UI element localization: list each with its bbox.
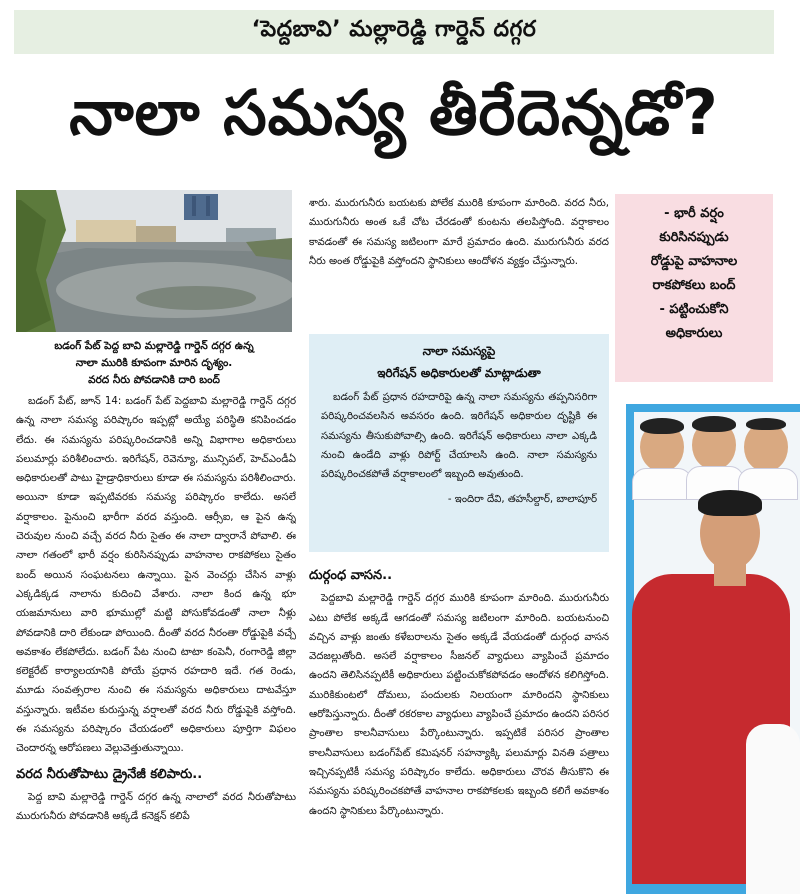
ad-hair-2 — [692, 416, 736, 432]
highlight-line: అధికారులు — [665, 326, 723, 341]
article-column-2-top — [309, 194, 609, 330]
quote-callout — [309, 334, 609, 552]
ad-main-hair — [698, 490, 762, 516]
article-column-2-bottom — [309, 566, 609, 892]
callout-attribution: - ఇందిరా దేవి, తహసీల్దార్, బాలాపూర్ — [447, 494, 597, 506]
ad-shirt-1 — [632, 468, 692, 500]
callout-body: బడంగ్ పేట్ ప్రధాన రహదారిపై ఉన్న నాలా సమస్యను తప్పనిసరిగా పరిష్కరించవలసిన అవసరం ఉంది. ఇరిగేషన్ అధికారుల దృష్టికి ఈ సమస్యను తీసుకుపోవాల్సి ఉంది. ఇరిగేషన్ అధికారులు నాలా ఎక్కడి నుంచి ఉండేది వాళ్లు రిపోర్ట్ చేయాలసి ఉంది. నాలా సమస్యను పరిష్కరించకపోతే వర్షాకాలంలో ఇబ్బంది అవుతుంది. — [321, 392, 597, 481]
kicker-banner — [14, 10, 774, 54]
ad-hair-3 — [746, 418, 786, 430]
article-paragraph: బడంగ్ పేట్, జూన్ 14: బడంగ్ పేట్ పెద్దబావి మల్లారెడ్డి గార్డెన్ దగ్గర ఉన్న నాలా సమస్య పరిష్కారం ఇప్పట్లో అయ్యే పరిస్థితి కనిపించడం లేదు. ఈ సమస్యను పరిష్కరించడానికి అన్ని విభాగాల అధికారులు పలుమార్లు పరిశీలించారు. ఇరిగేషన్, రెవెన్యూ, మున్సిపల్, హెచ్ఎండీఏ అధికారులతో పాటు హైడ్రాధికారులు కూడా ఈ సమస్యను పరిశీలించారు. అయినా కూడా ఇప్పటివరకు సమస్య పరిష్కారం కాలేదు. అసలే వర్షాకాలం. పైనుంచి భారీగా వరద వస్తుంది. ఆర్సీఐ, ఆ పైన ఉన్న చెరువుల నుంచి వచ్చే వరద నీరు సైతం ఈ నాలా ద్వారానే పోవాలి. ఈ నాలా గతంలో భారీ వర్షం కురిసినప్పుడు వాహనాల రాకపోకలు సైతం బంద్ అయిన సంఘటనలు ఉన్నాయి. పైన వెంచర్లు చేసిన వాళ్లు ఎక్కడిక్కడ నాలాను కుదించి వేశారు. నాలా కింద ఉన్న భూ యజమానులు వారి భూముల్లో మట్టి పోసుకోవడంతో నాలా నీళ్లు పోవడానికి దారి లేకుండా పోయింది. దీంతో వరద నీరంతా రోడ్డుపైకి వచ్చే అవకాశం లేకపోలేదు. బడంగ్ పేట నుంచి టాటా కంపెనీ, రంగారెడ్డి జిల్లా కలెక్టరేట్ కార్యాలయానికి పోయే ప్రధాన రహదారి ఇదే. గత రెండు, మూడు సంవత్సరాల నుంచి ఈ సమస్యను అధికారులు దాటవేస్తూ వస్తున్నారు. ఇటీవల కురుస్తున్న వర్షాలతో వరద నీరు రోడ్డుపైకి వస్తోంది. ఈ సమస్యను పరిష్కారం చేయడంలో అధికారులు పూర్తిగా విఫలం చెందారన్న ఆరోపణలు వెల్లువెత్తుతున్నాయి. — [16, 396, 296, 755]
article-paragraph: శారు. మురుగునీరు బయటకు పోలేక మురికి కూపంగా మారింది. వరద నీరు, మురుగునీరు అంత ఒకే చోట చేరడంతో కుంటను తలపిస్తోంది. వర్షాకాలం కావడంతో ఈ సమస్య జటిలంగా మారే ప్రమాదం ఉంది. మురుగునీరు వరద నీరు అంత రోడ్డుపైకి వస్తోందని స్థానికులు ఆందోళన వ్యక్తం చేస్తున్నారు. — [309, 198, 609, 267]
caption-line: బడంగ్ పేట్ పెద్ద బావి మల్లారెడ్డి గార్డెన్ దగ్గర ఉన్న — [54, 340, 254, 352]
headline-text: నాలా సమస్య తీరేదెన్నడో? — [69, 76, 719, 149]
callout-heading: నాలా సమస్యపై — [422, 344, 496, 358]
callout-heading: ఇరిగేషన్ అధికారులతో మాట్లాడుతా — [377, 366, 541, 380]
section-subhead: వరద నీరుతోపాటు డ్రైనేజీ కలిపారు.. — [16, 766, 203, 782]
news-photo — [16, 190, 292, 332]
caption-line: వరద నీరు పోవడానికి దారి బంద్ — [88, 374, 220, 386]
drain-photo-illustration — [16, 190, 292, 332]
highlights-box — [615, 194, 773, 382]
article-column-1 — [16, 392, 296, 892]
highlight-line: కురిసినప్పుడు — [659, 230, 729, 245]
ad-hair-1 — [640, 418, 684, 434]
article-paragraph: పెద్ద బావి మల్లారెడ్డి గార్డెన్ దగ్గర ఉన్న నాలాలో వరద నీరుతోపాటు మురుగునీరు పోవడానికి అక్కడే కనెక్షన్ కలిపే — [16, 791, 296, 823]
ad-white-sleeve — [746, 724, 800, 894]
caption-line: నాలా మురికి కూపంగా మారిన దృశ్యం. — [75, 357, 233, 369]
political-advertisement — [626, 404, 800, 894]
article-paragraph: పెద్దబావి మల్లారెడ్డి గార్డెన్ దగ్గర మురికి కూపంగా మారింది. మురుగునీరు ఎటు పోలేక అక్కడే ఆగడంతో సమస్య జటిలంగా మారింది. బయటనుంచి వచ్చిన వాళ్లు జంతు కళేబరాలను సైతం అక్కడే వేయడంతో దుర్గంధ వాసన వెదజల్లుతోంది. అసలే వర్షాకాలం సీజనల్ వ్యాధులు వ్యాపించే ప్రమాదం ఉందని తెలిసినప్పటికీ అధికారులు పట్టించుకోకపోవడం ఆందోళన కలిగిస్తోంది. మురికికుంటలో దోమలు, పందులకు నిలయంగా మారిందని స్థానికులు ఆరోపిస్తున్నారు. దీంతో రకరకాల వ్యాధులు వ్యాపించే ప్రమాదం ఉందని పరిసర ప్రాంతాల కాలనీవాసులు పేర్కొంటున్నారు. ఇప్పటికే పరిసర ప్రాంతాల కాలనీవాసులు బడంగ్‌పేట్ కమిషనర్ సహన్యాక్కి పలుమార్లు వినతి పత్రాలు ఇచ్చినప్పటికీ సమస్య పరిష్కారం కాలేదు. అధికారులు చొరవ తీసుకొని ఈ సమస్యను పరిష్కరించకపోతే వాహనాల రాకపోకలకు ఇబ్బంది కలిగే అవకాశం ఉందని స్థానికులు పేర్కొంటున్నారు. — [309, 593, 609, 817]
highlight-line: రోడ్డుపై వాహనాల — [650, 254, 738, 269]
ad-neck — [714, 564, 746, 586]
photo-caption — [16, 338, 292, 389]
highlight-line: రాకపోకలు బంద్ — [652, 278, 736, 293]
section-subhead: దుర్గంధ వాసన.. — [309, 568, 393, 583]
headline — [14, 70, 774, 170]
highlight-line: - పట్టించుకోని — [659, 302, 729, 317]
kicker-text: ‘పెద్దబావి’ మల్లారెడ్డి గార్డెన్ దగ్గర — [251, 17, 537, 42]
highlight-line: - భారీ వర్షం — [664, 206, 724, 221]
